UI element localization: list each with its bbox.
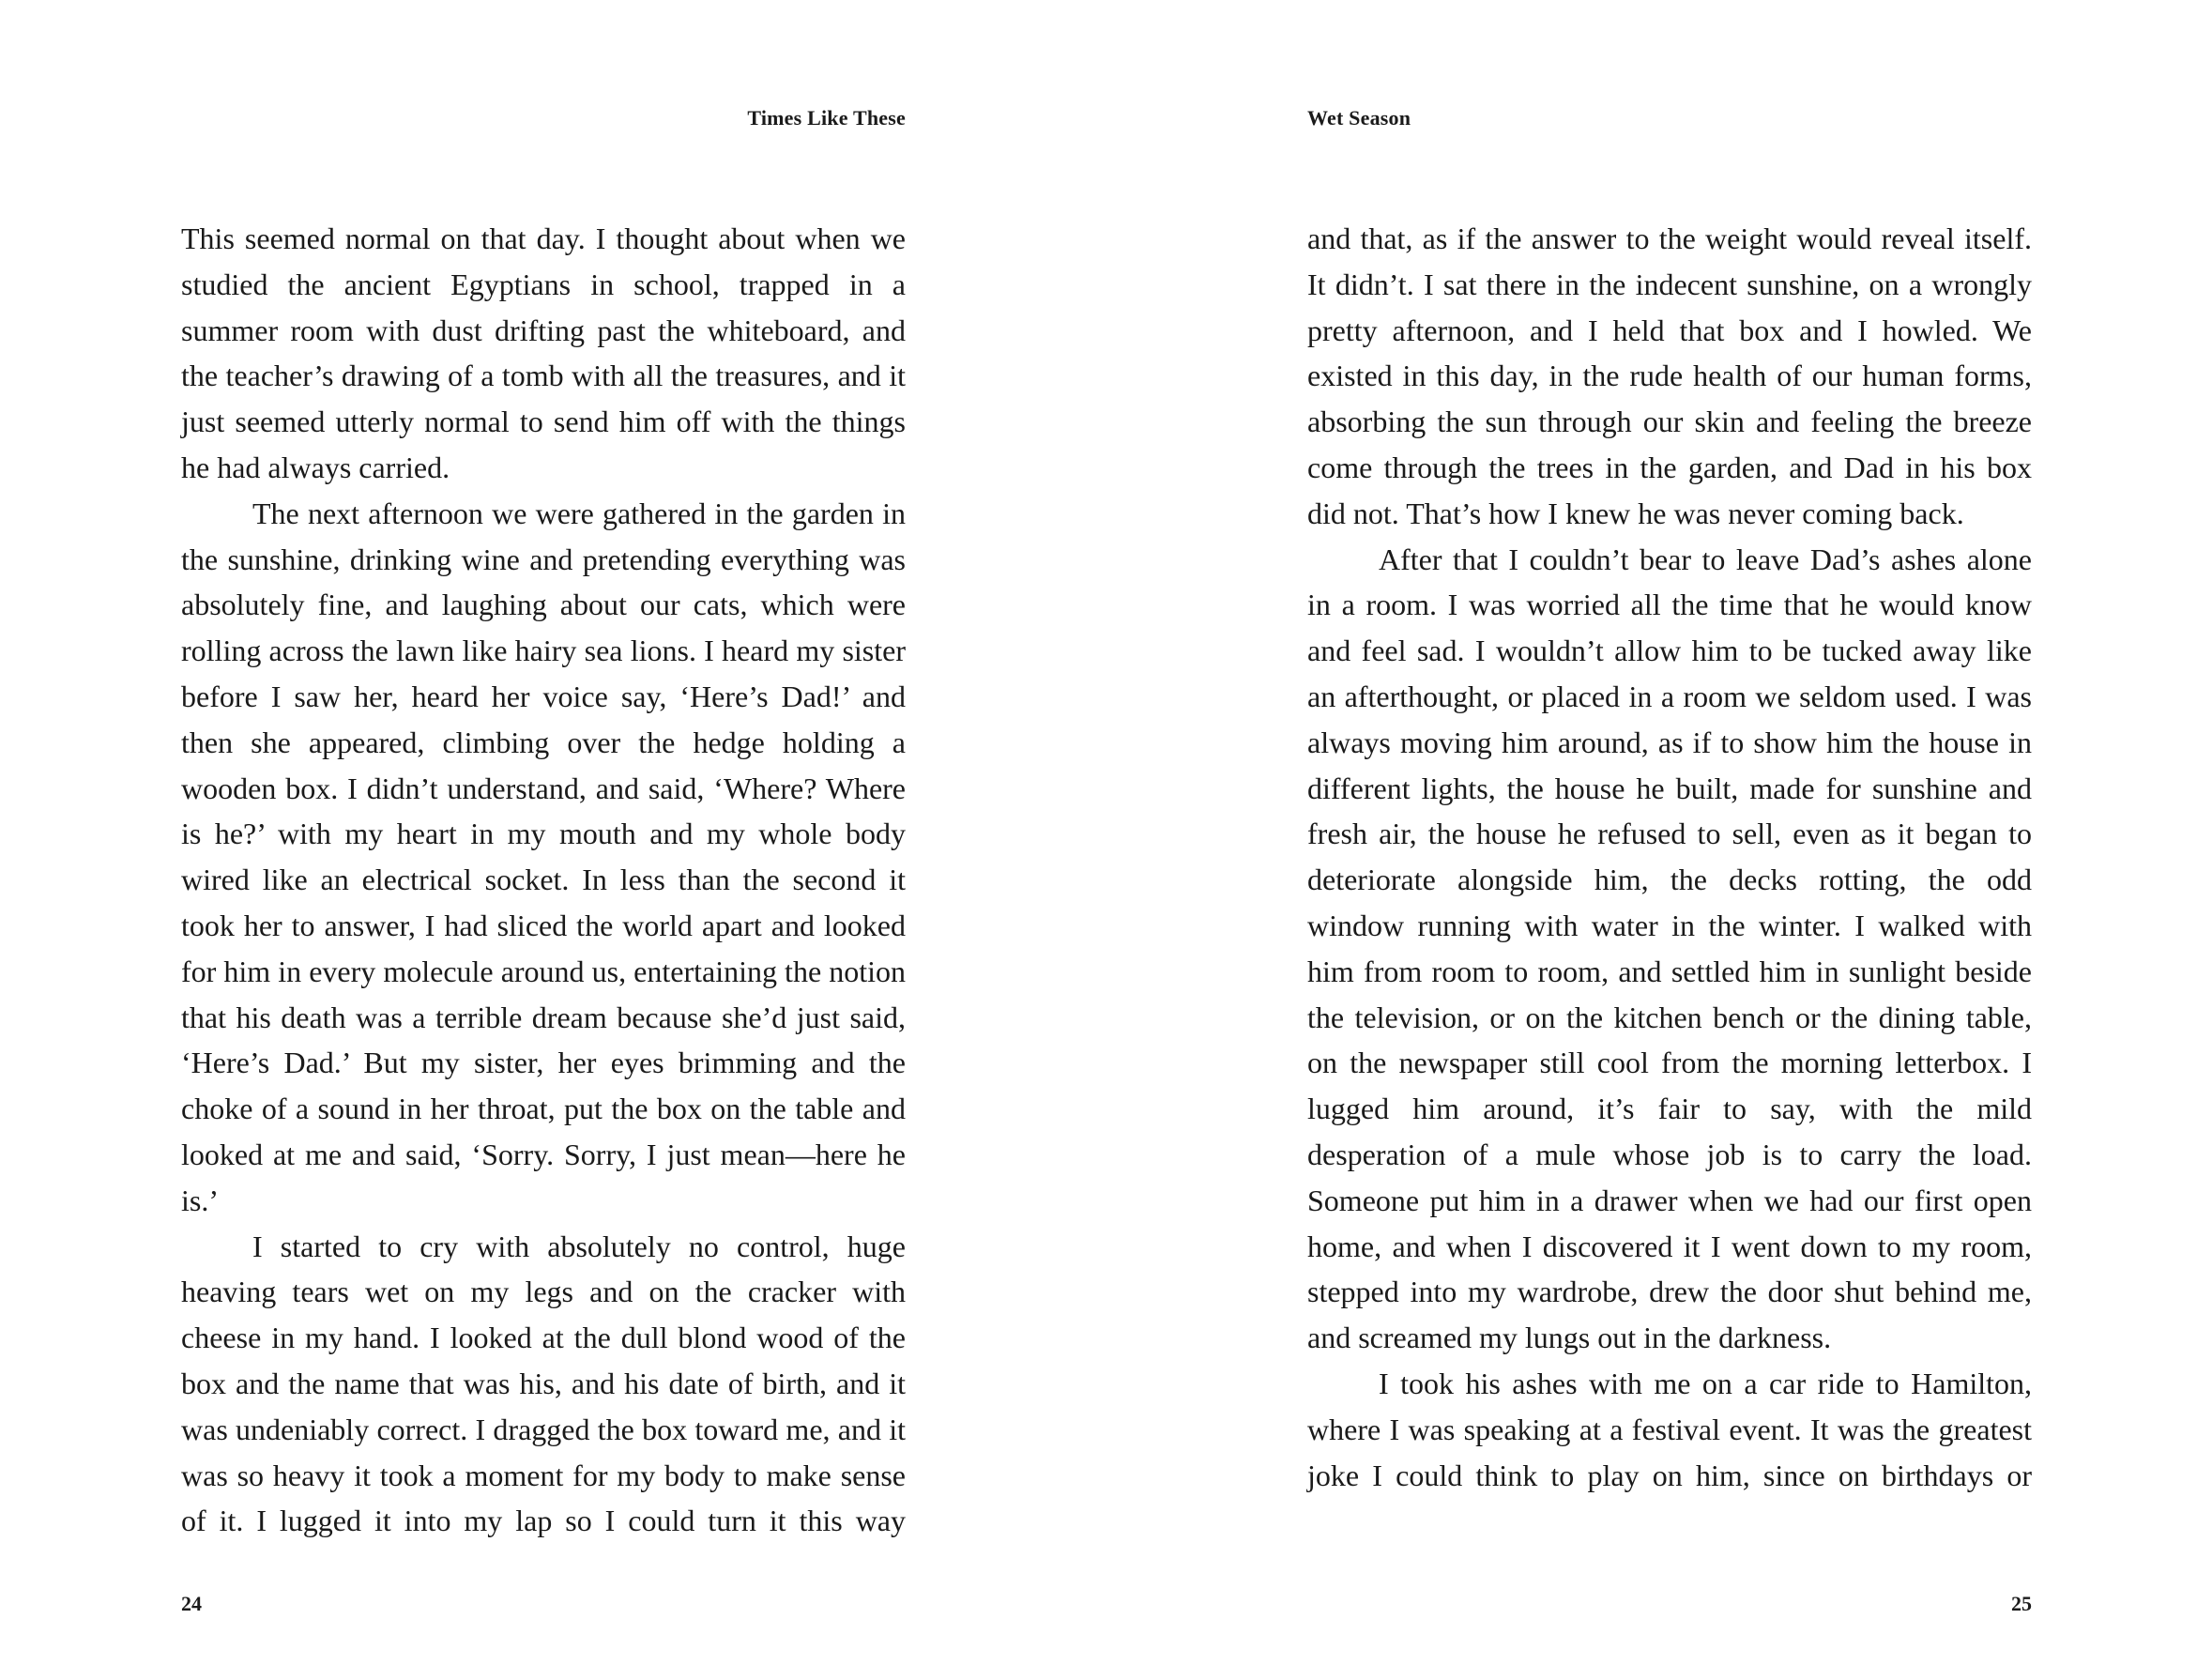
running-head: Times Like These — [747, 106, 906, 130]
paragraph: This seemed normal on that day. I thought about when we studied the ancient Egyptians in school, trapped in a summer room with dust drifting past the whiteboard, and the teacher’s drawing of a tomb with all the treasures, and it just seemed utterly normal to send him off with the things he had always carried. — [181, 221, 906, 484]
page-number: 25 — [2011, 1592, 2032, 1615]
right-page — [1307, 0, 2032, 1680]
paragraph: After that I couldn’t bear to leave Dad’s ashes alone in a room. I was worried all the time that he would know and feel sad. I wouldn’t allow him to be tucked away like an afterthought, or placed in a room we seldom used. I was always moving him around, as if to show him the house in different lights, the house he built, made for sunshine and fresh air, the house he refused to sell, even as it began to deteriorate alongside him, the decks rotting, the odd window running with water in the winter. I walked with him from room to room, and settled him in sunlight beside the television, or on the kitchen bench or the dining table, on the newspaper still cool from the morning letterbox. I lugged him around, it’s fair to say, with the mild desperation of a mule whose job is to carry the load. Someone put him in a drawer when we had our first open home, and when I discovered it I went down to my room, stepped into my wardrobe, drew the door shut behind me, and screamed my lungs out in the darkness. — [1307, 542, 2032, 1355]
paragraph: The next afternoon we were gathered in the garden in the sunshine, drinking wine and pretending everything was absolutely fine, and laughing about our cats, which were rolling across the lawn like hairy sea lions. I heard my sister before I saw her, heard her voice say, ‘Here’s Dad!’ and then she appeared, climbing over the hedge holding a wooden box. I didn’t understand, and said, ‘Where? Where is he?’ with my heart in my mouth and my whole body wired like an electrical socket. In less than the second it took her to answer, I had sliced the world apart and looked for him in every molecule around us, entertaining the notion that his death was a terrible dream because she’d just said, ‘Here’s Dad.’ But my sister, her eyes brimming and the choke of a sound in her throat, put the box on the table and looked at me and said, ‘Sorry. Sorry, I just mean—here he is.’ — [181, 496, 906, 1217]
paragraph: I started to cry with absolutely no control, huge heaving tears wet on my legs and on the cracker with cheese in my hand. I looked at the dull blond wood of the box and the name that was his, and his date of birth, and it was undeniably correct. I dragged the box toward me, and it was so heavy it took a moment for my body to make sense of it. I lugged it into my lap so I could turn it this way — [181, 1229, 906, 1538]
left-page — [181, 0, 906, 1680]
page-number: 24 — [181, 1592, 202, 1615]
body-text — [1307, 216, 2032, 1498]
paragraph: I took his ashes with me on a car ride to Hamilton, where I was speaking at a festival event. It was the greatest joke I could think to play on him, since on birthdays or — [1307, 1366, 2032, 1492]
running-head: Wet Season — [1307, 106, 1411, 130]
body-text — [181, 216, 906, 1544]
paragraph: and that, as if the answer to the weight would reveal itself. It didn’t. I sat there in the indecent sunshine, on a wrongly pretty afternoon, and I held that box and I howled. We existed in this day, in the rude health of our human forms, absorbing the sun through our skin and feeling the breeze come through the trees in the garden, and Dad in his box did not. That’s how I knew he was never coming back. — [1307, 221, 2032, 530]
